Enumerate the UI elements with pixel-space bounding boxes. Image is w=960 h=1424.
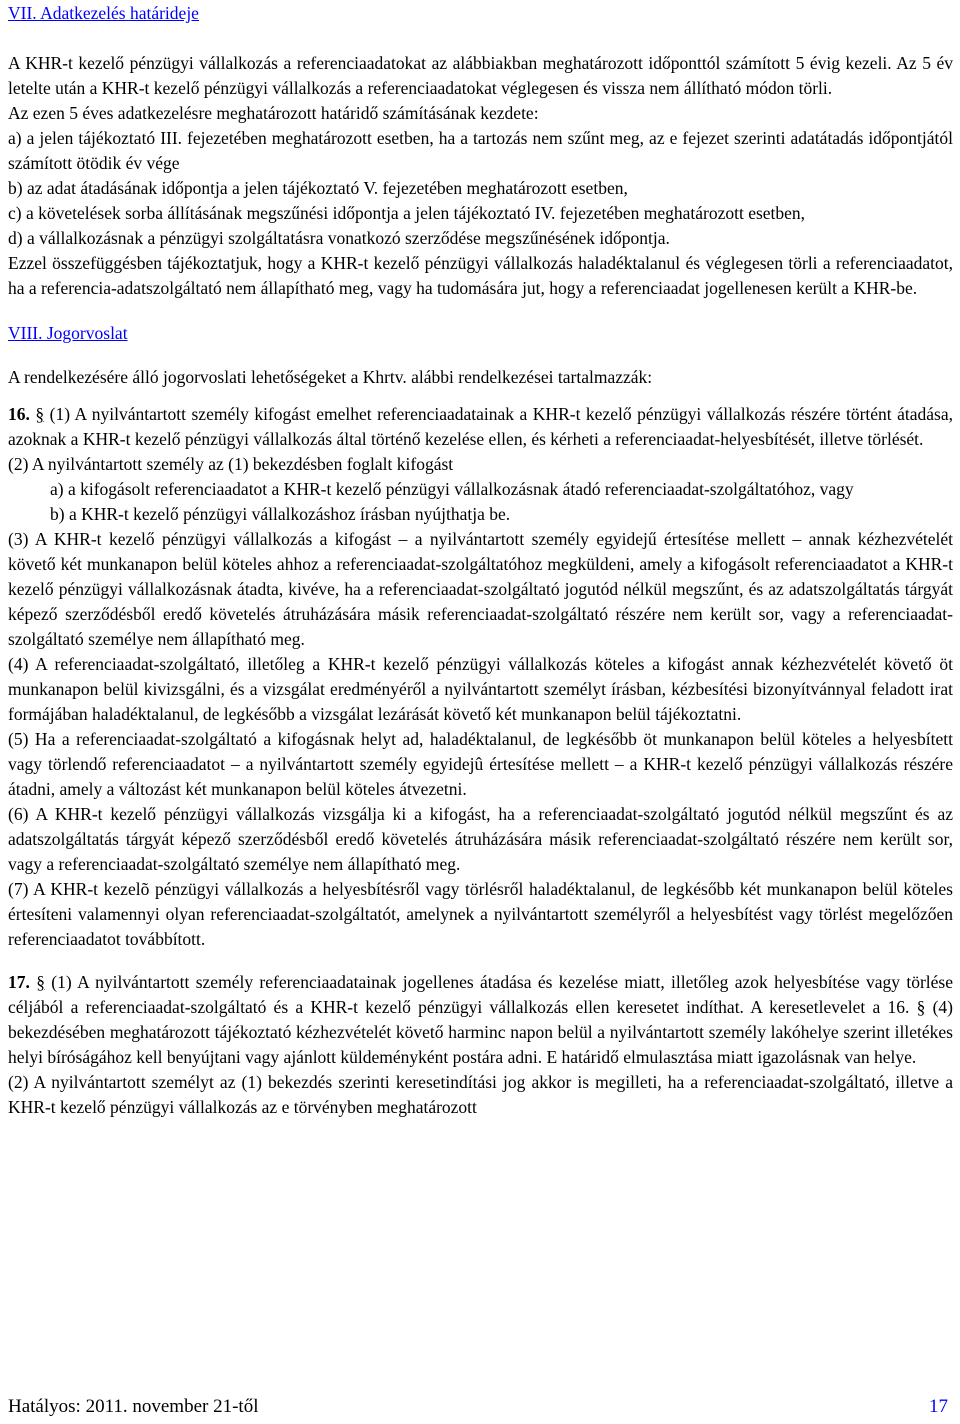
section-17 [8, 970, 953, 1070]
paragraph: (4) A referenciaadat-szolgáltató, illetőleg a KHR-t kezelő pénzügyi vállalkozás köteles a kifogást annak kézhezvételét követő öt munkanapon belül kivizsgálni, és a vizsgálat eredményéről a nyilvántartott személyt írásban, kézbesítési bizonyítvánnyal feladott irat formájában haladéktalanul, de legkésőbb a vizsgálat lezárását követő két munkanapon belül tájékoztatni. [8, 654, 953, 724]
section-text: (1) A nyilvántartott személy kifogást emelhet referenciaadatainak a KHR-t kezelő pénzügyi vállalkozás részére történt átadása, azoknak a KHR-t kezelő pénzügyi vállalkozás által történő kezelése ellen, és kérheti a referenciaadat-helyesbítését, illetve törlését. [8, 404, 953, 449]
paragraph: (5) Ha a referenciaadat-szolgáltató a kifogásnak helyt ad, haladéktalanul, de legkésőbb öt munkanapon belül köteles a helyesbített vagy törlendő referenciaadatot – a nyilvántartott személy egyidejû értesítése mellett – a KHR-t kezelő pénzügyi vállalkozás részére átadni, amely a változást két munkanapon belül köteles átvezetni. [8, 729, 953, 799]
section-text: (1) A nyilvántartott személy referenciaadatainak jogellenes átadása és kezelése miatt, illetőleg azok helyesbítése vagy törlése céljából a referenciaadat-szolgáltató és a KHR-t kezelő pénzügyi vállalkozás ellen keresetet indíthat. A keresetlevelet a 16. § (4) bekezdésében meghatározott tájékoztató kézhezvételét követő harminc napon belül a nyilvántartott személy lakóhelye szerint illetékes helyi bíróságához kell benyújtani vagy ajánlott küldeményként postára adni. E határidő elmulasztása miatt igazolásnak van helye. [8, 972, 953, 1067]
paragraph: A KHR-t kezelő pénzügyi vállalkozás a referenciaadatokat az alábbiakban meghatározott időponttól számított 5 évig kezeli. Az 5 év letelte után a KHR-t kezelő pénzügyi vállalkozás a referenciaadatokat véglegesen és vissza nem állítható módon törli. [8, 53, 953, 98]
section-heading-8[interactable]: VIII. Jogorvoslat [8, 323, 128, 343]
effective-date: Hatályos: 2011. november 21-től [8, 1396, 259, 1417]
paragraph: (7) A KHR-t kezelõ pénzügyi vállalkozás a helyesbítésről vagy törlésről haladéktalanul, de legkésőbb két munkanapon belül köteles értesíteni valamennyi olyan referenciaadat-szolgáltatót, amelynek a nyilvántartott személyről a helyesbítést vagy törlést megelőzően referenciaadatot továbbított. [8, 879, 953, 949]
paragraph: (2) A nyilvántartott személy az (1) bekezdésben foglalt kifogást [8, 454, 454, 474]
list-item-a: a) a jelen tájékoztató III. fejezetében meghatározott esetben, ha a tartozás nem szűnt meg, az e fejezet szerinti adatátadás időpontjától számított ötödik év vége [8, 128, 953, 173]
section-sign-link[interactable]: § [35, 404, 45, 424]
list-item-c: c) a követelések sorba állításának megszűnési időpontja a jelen tájékoztató IV. fejezetében meghatározott esetben, [8, 203, 806, 223]
list-item-a: a) a kifogásolt referenciaadatot a KHR-t kezelő pénzügyi vállalkozásnak átadó referenciaadat-szolgáltatóhoz, vagy [50, 479, 854, 499]
section-sign-link[interactable]: § [36, 972, 45, 992]
paragraph: A rendelkezésére álló jogorvoslati lehetőségeket a Khrtv. alábbi rendelkezései tartalmazzák: [8, 367, 653, 387]
paragraph: Az ezen 5 éves adatkezelésre meghatározott határidő számításának kezdete: [8, 103, 539, 123]
paragraph: Ezzel összefüggésben tájékoztatjuk, hogy a KHR-t kezelő pénzügyi vállalkozás haladéktalanul és véglegesen törli a referenciaadatot, ha a referencia-adatszolgáltató nem állapítható meg, vagy ha tudomására jut, hogy a referenciaadat jogellenesen került a KHR-be. [8, 253, 953, 298]
paragraph: (6) A KHR-t kezelő pénzügyi vállalkozás vizsgálja ki a kifogást, ha a referenciaadat-szolgáltató jogutód nélkül megszűnt és az adatszolgáltatás tárgyát képező szerződésből eredő követelés átruházására másik referenciaadat-szolgáltató részére nem került sor, vagy a referenciaadat-szolgáltató személye nem állapítható meg. [8, 804, 953, 874]
document-page [8, 0, 953, 1120]
paragraph: (3) A KHR-t kezelő pénzügyi vállalkozás a kifogást – a nyilvántartott személy egyidejű értesítése mellett – annak kézhezvételét követő két munkanapon belül köteles ahhoz a referenciaadat-szolgáltatóhoz megküldeni, amely a kifogásolt referenciaadatot a KHR-t kezelő pénzügyi vállalkozásnak átadta, kivéve, ha a referenciaadat-szolgáltató jogutód nélkül megszűnt, és az adatszolgáltatás tárgyát képező szerződésből eredő követelés átruházására másik referenciaadat-szolgáltató részére nem került sor, vagy a referenciaadat-szolgáltató személye nem állapítható meg. [8, 529, 953, 649]
page-number: 17 [929, 1396, 948, 1417]
paragraph: (2) A nyilvántartott személyt az (1) bekezdés szerinti keresetindítási jog akkor is megilleti, ha a referenciaadat-szolgáltató, illetve a KHR-t kezelő pénzügyi vállalkozás az e törvényben meghatározott [8, 1072, 953, 1117]
section-number: 17. [8, 972, 30, 992]
section-16 [8, 402, 953, 452]
list-item-d: d) a vállalkozásnak a pénzügyi szolgáltatásra vonatkozó szerződése megszűnésének időpontja. [8, 228, 670, 248]
section-number: 16. [8, 404, 30, 424]
page-footer [8, 1396, 948, 1424]
section-heading-7[interactable]: VII. Adatkezelés határideje [8, 3, 199, 23]
list-item-b: b) az adat átadásának időpontja a jelen tájékoztató V. fejezetében meghatározott esetben, [8, 178, 628, 198]
list-item-b: b) a KHR-t kezelő pénzügyi vállalkozáshoz írásban nyújthatja be. [50, 504, 511, 524]
